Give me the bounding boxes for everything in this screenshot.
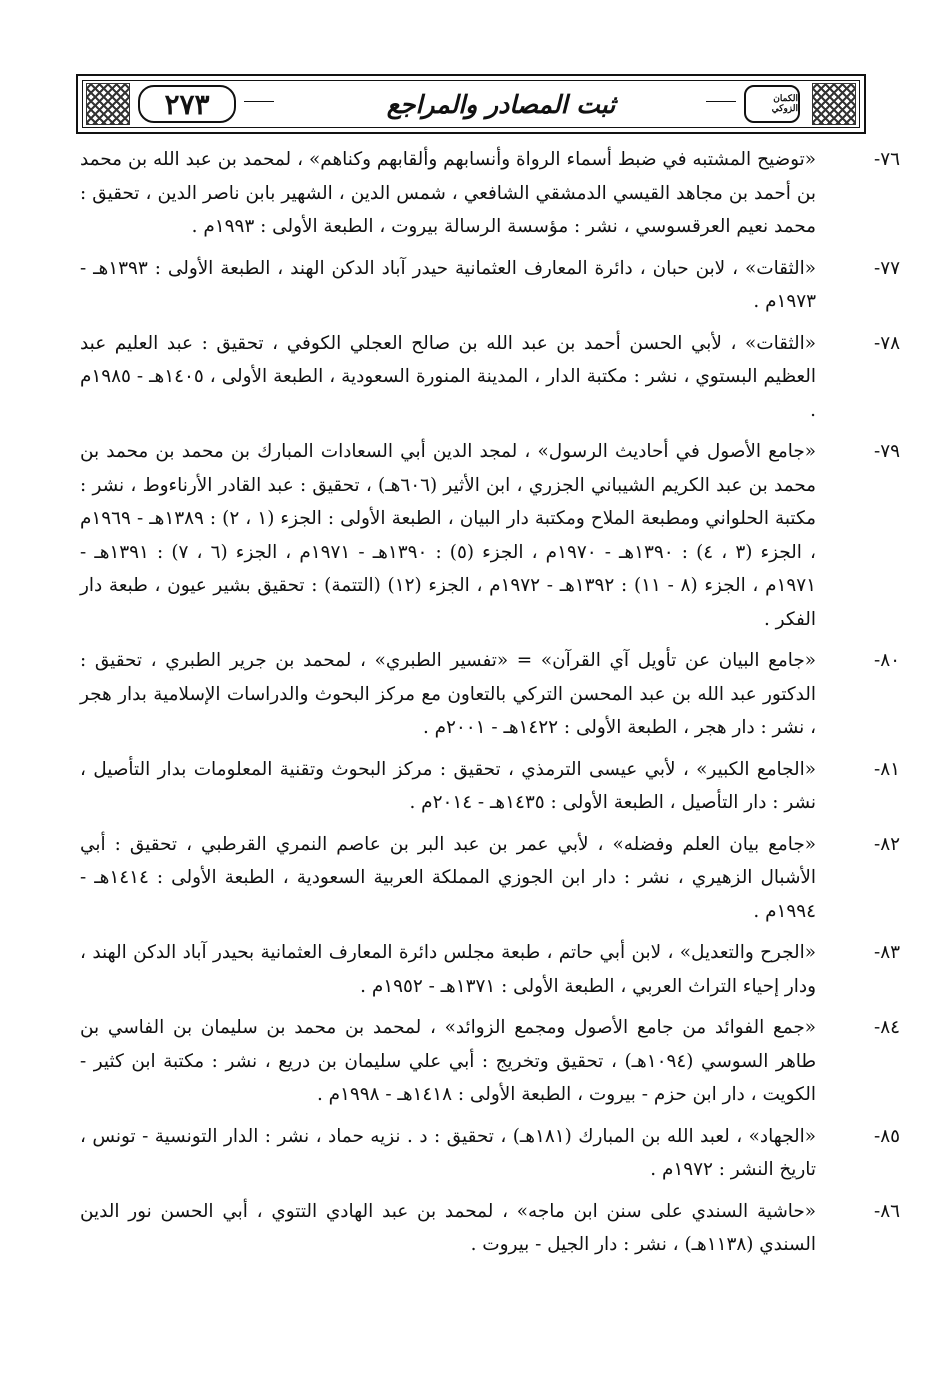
bibliography-entry xyxy=(80,1195,900,1262)
entry-number: ٨٢- xyxy=(874,833,900,855)
bibliography-entry xyxy=(80,753,900,820)
entry-number: ٧٨- xyxy=(874,332,900,354)
bibliography-entry xyxy=(80,644,900,745)
bibliography-entry xyxy=(80,143,900,244)
page-number: ٢٧٣ xyxy=(138,85,236,123)
bibliography-entry xyxy=(80,327,900,428)
entry-number: ٨١- xyxy=(874,758,900,780)
bibliography-entry xyxy=(80,936,900,1003)
header-divider-right xyxy=(706,101,736,102)
entry-number: ٧٦- xyxy=(874,149,900,170)
entry-text: «جامع الأصول في أحاديث الرسول» ، لمجد الدين أبي السعادات المبارك بن محمد بن محمد بن محمد بن عبد الكريم الشيباني الجزري ، ابن الأثير (٦٠٦هـ) ، تحقيق : عبد القادر الأرناءوط ، نشر : مكتبة الحلواني ومطبعة الملاح ومكتبة دار البيان ، الطبعة الأولى : الجزء (١ ، ٢) : ١٣٨٩هـ - ١٩٦٩م ، الجزء (٣ ، ٤) : ١٣٩٠هـ - ١٩٧٠م ، الجزء (٥) : ١٣٩٠هـ - ١٩٧١م ، الجزء (٦ ، ٧) : ١٣٩١هـ - ١٩٧١م ، الجزء (٨ - ١١) : ١٣٩٢هـ - ١٩٧٢م ، الجزء (١٢) (التتمة) : تحقيق بشير عيون ، طبعة دار الفكر . xyxy=(80,441,816,630)
entry-text: «حاشية السندي على سنن ابن ماجه» ، لمحمد بن عبد الهادي التتوي ، أبي الحسن نور الدين السندي (١١٣٨هـ) ، نشر : دار الجيل - بيروت . xyxy=(80,1200,816,1255)
bibliography-entry xyxy=(80,435,900,636)
bibliography-entry xyxy=(80,252,900,319)
entry-text: «جامع بيان العلم وفضله» ، لأبي عمر بن عبد البر بن عاصم النمري القرطبي ، تحقيق : أبي الأشبال الزهيري ، نشر : دار ابن الجوزي المملكة العربية السعودية ، الطبعة الأولى : ١٤١٤هـ - ١٩٩٤م . xyxy=(80,833,816,922)
entry-number: ٨٤- xyxy=(874,1017,900,1038)
ornament-left-decoration xyxy=(86,83,130,125)
entry-text: «الثقات» ، لابن حبان ، دائرة المعارف العثمانية حيدر آباد الدكن الهند ، الطبعة الأولى : ١٣٩٣هـ - ١٩٧٣م . xyxy=(80,257,816,312)
entry-text: «الثقات» ، لأبي الحسن أحمد بن عبد الله بن صالح العجلي الكوفي ، تحقيق : عبد العليم عبد العظيم البستوي ، نشر : مكتبة الدار ، المدينة المنورة السعودية ، الطبعة الأولى ، ١٤٠٥هـ - ١٩٨٥م . xyxy=(80,332,816,421)
page-header xyxy=(76,74,866,134)
entry-number: ٨٠- xyxy=(874,650,900,671)
bibliography-entry xyxy=(80,1011,900,1112)
page-title: ثبت المصادر والمراجع xyxy=(386,89,616,119)
bibliography-entry xyxy=(80,828,900,929)
entry-text: «جامع البيان عن تأويل آي القرآن» = «تفسير الطبري» ، لمحمد بن جرير الطبري ، تحقيق : الدكتور عبد الله بن عبد المحسن التركي بالتعاون مع مركز البحوث والدراسات الإسلامية بدار هجر ، نشر : دار هجر ، الطبعة الأولى : ١٤٢٢هـ - ٢٠٠١م . xyxy=(80,650,816,738)
entry-text: «الجامع الكبير» ، لأبي عيسى الترمذي ، تحقيق : مركز البحوث وتقنية المعلومات بدار التأصيل ، نشر : دار التأصيل ، الطبعة الأولى : ١٤٣٥هـ - ٢٠١٤م . xyxy=(80,758,816,813)
entry-text: «الجهاد» ، لعبد الله بن المبارك (١٨١هـ) ، تحقيق : د . نزيه حماد ، نشر : الدار التونسية - تونس ، تاريخ النشر : ١٩٧٢م . xyxy=(80,1125,816,1180)
entry-number: ٨٥- xyxy=(874,1125,900,1147)
publisher-emblem: الكمان الزوكي xyxy=(744,85,800,123)
entry-number: ٧٧- xyxy=(874,257,900,279)
entry-text: «جمع الفوائد من جامع الأصول ومجمع الزوائد» ، لمحمد بن محمد بن سليمان بن الفاسي بن طاهر السوسي (١٠٩٤هـ) ، تحقيق وتخريج : أبي علي سليمان بن دريع ، نشر : مكتبة ابن كثير - الكويت ، دار ابن حزم - بيروت ، الطبعة الأولى : ١٤١٨هـ - ١٩٩٨م . xyxy=(80,1017,817,1105)
ornament-right-decoration xyxy=(812,83,856,125)
entry-number: ٨٣- xyxy=(874,942,900,963)
entry-number: ٨٦- xyxy=(874,1200,900,1222)
header-divider-left xyxy=(244,101,274,102)
bibliography-list xyxy=(80,143,900,1270)
bibliography-entry xyxy=(80,1120,900,1187)
entry-text: «الجرح والتعديل» ، لابن أبي حاتم ، طبعة مجلس دائرة المعارف العثمانية بحيدر آباد الدكن الهند ، ودار إحياء التراث العربي ، الطبعة الأولى : ١٣٧١هـ - ١٩٥٢م . xyxy=(80,942,816,997)
entry-number: ٧٩- xyxy=(874,441,900,462)
entry-text: «توضيح المشتبه في ضبط أسماء الرواة وأنسابهم وألقابهم وكناهم» ، لمحمد بن عبد الله بن محمد بن أحمد بن مجاهد القيسي الدمشقي الشافعي ، شمس الدين ، الشهير بابن ناصر الدين ، تحقيق : محمد نعيم العرقسوسي ، نشر : مؤسسة الرسالة بيروت ، الطبعة الأولى : ١٩٩٣م . xyxy=(80,149,816,237)
